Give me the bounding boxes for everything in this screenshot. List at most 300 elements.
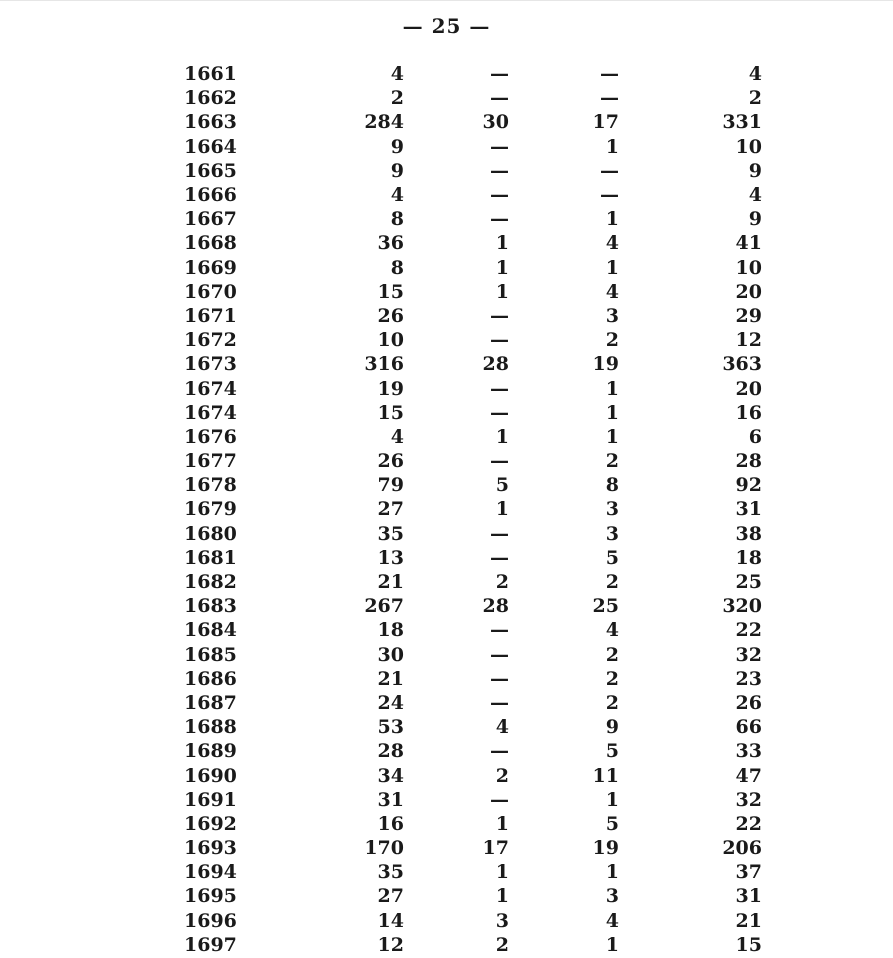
value-a-cell [274, 110, 404, 134]
total-text: 4 [748, 184, 762, 207]
value-a-cell [274, 304, 404, 328]
value-a-text: 79 [377, 474, 404, 497]
value-a-text: 14 [377, 909, 404, 932]
value-b-text: 2 [495, 933, 509, 956]
table-row [160, 933, 764, 957]
year-cell [160, 183, 274, 207]
page-number: — 25 — [402, 14, 491, 38]
value-b-cell [394, 860, 509, 884]
table-row [160, 497, 764, 521]
value-c-cell [504, 667, 624, 691]
year-cell [160, 788, 274, 812]
value-a-text: 15 [377, 401, 404, 424]
value-c-cell [504, 570, 624, 594]
value-a-cell [274, 763, 404, 787]
total-cell [624, 401, 764, 425]
year-cell [160, 207, 274, 231]
value-c-cell [504, 933, 624, 957]
year-text: 1687 [184, 691, 237, 714]
year-text: 1681 [184, 546, 237, 569]
value-b-text: 1 [495, 812, 509, 835]
value-b-cell [394, 739, 509, 763]
value-a-text: 19 [377, 377, 404, 400]
value-a-text: 170 [364, 837, 404, 860]
value-a-text: 36 [377, 232, 404, 255]
table-row [160, 231, 764, 255]
value-b-cell [394, 304, 509, 328]
value-b-text: 3 [495, 909, 509, 932]
value-a-text: 16 [377, 812, 404, 835]
total-cell [624, 159, 764, 183]
value-c-cell [504, 909, 624, 933]
value-b-cell [394, 231, 509, 255]
value-c-cell [504, 376, 624, 400]
value-c-cell [504, 788, 624, 812]
value-c-cell [504, 473, 624, 497]
year-cell [160, 836, 274, 860]
total-text: 31 [735, 498, 762, 521]
year-cell [160, 62, 274, 86]
year-cell [160, 280, 274, 304]
table-row [160, 376, 764, 400]
table-row [160, 86, 764, 110]
total-cell [624, 836, 764, 860]
value-a-cell [274, 449, 404, 473]
total-cell [624, 546, 764, 570]
value-b-cell [394, 691, 509, 715]
total-text: 47 [735, 764, 762, 787]
value-b-text: — [490, 184, 509, 207]
value-c-text: 5 [605, 546, 619, 569]
value-a-text: 9 [390, 159, 404, 182]
value-a-cell [274, 788, 404, 812]
value-c-text: 2 [605, 667, 619, 690]
value-b-text: — [490, 667, 509, 690]
value-b-text: — [490, 401, 509, 424]
total-text: 33 [735, 740, 762, 763]
year-cell [160, 401, 274, 425]
value-b-text: 1 [495, 232, 509, 255]
table-row [160, 860, 764, 884]
value-a-text: 35 [377, 522, 404, 545]
year-cell [160, 812, 274, 836]
total-text: 20 [735, 377, 762, 400]
value-a-cell [274, 933, 404, 957]
year-cell [160, 449, 274, 473]
year-cell [160, 497, 274, 521]
value-c-cell [504, 304, 624, 328]
total-cell [624, 183, 764, 207]
value-c-cell [504, 763, 624, 787]
year-text: 1695 [184, 885, 237, 908]
value-a-text: 18 [377, 619, 404, 642]
value-a-cell [274, 860, 404, 884]
year-text: 1692 [184, 812, 237, 835]
value-c-cell [504, 594, 624, 618]
value-a-text: 10 [377, 329, 404, 352]
value-a-cell [274, 909, 404, 933]
year-text: 1665 [184, 159, 237, 182]
table-row [160, 812, 764, 836]
total-text: 32 [735, 788, 762, 811]
value-c-cell [504, 256, 624, 280]
table-row [160, 328, 764, 352]
value-b-cell [394, 86, 509, 110]
value-b-text: — [490, 691, 509, 714]
value-b-cell [394, 207, 509, 231]
value-b-text: 4 [495, 716, 509, 739]
value-b-cell [394, 352, 509, 376]
year-text: 1676 [184, 425, 237, 448]
total-text: 32 [735, 643, 762, 666]
value-a-cell [274, 522, 404, 546]
year-cell [160, 256, 274, 280]
value-b-cell [394, 715, 509, 739]
value-b-cell [394, 788, 509, 812]
table-row [160, 594, 764, 618]
total-text: 26 [735, 691, 762, 714]
value-c-text: 1 [605, 788, 619, 811]
year-text: 1677 [184, 450, 237, 473]
total-text: 66 [735, 716, 762, 739]
total-text: 9 [748, 208, 762, 231]
value-b-text: — [490, 619, 509, 642]
year-text: 1671 [184, 304, 237, 327]
value-b-cell [394, 594, 509, 618]
value-c-text: 1 [605, 208, 619, 231]
total-text: 92 [735, 474, 762, 497]
table-row [160, 667, 764, 691]
total-cell [624, 376, 764, 400]
value-b-cell [394, 909, 509, 933]
value-c-text: 25 [592, 595, 619, 618]
value-c-text: 5 [605, 740, 619, 763]
value-b-text: 28 [482, 595, 509, 618]
year-text: 1685 [184, 643, 237, 666]
table-row [160, 401, 764, 425]
value-a-text: 284 [364, 111, 404, 134]
value-a-text: 24 [377, 691, 404, 714]
value-a-cell [274, 159, 404, 183]
value-b-cell [394, 376, 509, 400]
total-text: 18 [735, 546, 762, 569]
value-a-text: 31 [377, 788, 404, 811]
value-c-text: 4 [605, 232, 619, 255]
value-a-text: 13 [377, 546, 404, 569]
value-b-cell [394, 425, 509, 449]
total-cell [624, 352, 764, 376]
value-a-cell [274, 812, 404, 836]
total-text: 320 [722, 595, 762, 618]
value-a-text: 316 [364, 353, 404, 376]
value-b-cell [394, 812, 509, 836]
value-a-cell [274, 836, 404, 860]
value-a-text: 4 [390, 184, 404, 207]
value-b-cell [394, 836, 509, 860]
total-cell [624, 304, 764, 328]
value-c-cell [504, 183, 624, 207]
value-a-cell [274, 546, 404, 570]
total-text: 25 [735, 571, 762, 594]
total-cell [624, 328, 764, 352]
value-c-cell [504, 62, 624, 86]
value-c-text: 4 [605, 619, 619, 642]
year-cell [160, 909, 274, 933]
year-cell [160, 473, 274, 497]
total-text: 41 [735, 232, 762, 255]
total-cell [624, 135, 764, 159]
table-row [160, 643, 764, 667]
value-b-cell [394, 763, 509, 787]
total-cell [624, 594, 764, 618]
total-cell [624, 256, 764, 280]
year-cell [160, 546, 274, 570]
total-text: 10 [735, 256, 762, 279]
year-text: 1696 [184, 909, 237, 932]
table-row [160, 256, 764, 280]
year-cell [160, 86, 274, 110]
table-row [160, 763, 764, 787]
value-c-cell [504, 836, 624, 860]
total-text: 22 [735, 812, 762, 835]
table-row [160, 836, 764, 860]
year-text: 1668 [184, 232, 237, 255]
table-row [160, 522, 764, 546]
value-b-text: 1 [495, 280, 509, 303]
value-c-text: 3 [605, 885, 619, 908]
value-a-cell [274, 739, 404, 763]
year-cell [160, 763, 274, 787]
total-text: 29 [735, 304, 762, 327]
value-a-text: 4 [390, 63, 404, 86]
value-c-cell [504, 618, 624, 642]
value-b-cell [394, 933, 509, 957]
value-a-text: 21 [377, 571, 404, 594]
total-text: 4 [748, 63, 762, 86]
value-b-cell [394, 135, 509, 159]
value-c-text: 17 [592, 111, 619, 134]
value-c-cell [504, 715, 624, 739]
year-cell [160, 135, 274, 159]
table-row [160, 739, 764, 763]
year-text: 1694 [184, 861, 237, 884]
value-b-text: 1 [495, 256, 509, 279]
year-text: 1664 [184, 135, 237, 158]
year-cell [160, 860, 274, 884]
year-text: 1674 [184, 377, 237, 400]
total-cell [624, 86, 764, 110]
value-a-text: 12 [377, 933, 404, 956]
year-text: 1697 [184, 933, 237, 956]
year-text: 1663 [184, 111, 237, 134]
year-text: 1670 [184, 280, 237, 303]
table-row [160, 207, 764, 231]
value-b-cell [394, 546, 509, 570]
total-text: 9 [748, 159, 762, 182]
total-cell [624, 643, 764, 667]
total-text: 331 [722, 111, 762, 134]
value-c-text: 1 [605, 861, 619, 884]
total-cell [624, 763, 764, 787]
year-cell [160, 376, 274, 400]
value-c-text: 2 [605, 691, 619, 714]
table-row [160, 425, 764, 449]
value-b-cell [394, 159, 509, 183]
value-a-cell [274, 86, 404, 110]
table-body [160, 62, 764, 957]
year-text: 1689 [184, 740, 237, 763]
year-cell [160, 667, 274, 691]
value-a-cell [274, 207, 404, 231]
year-cell [160, 231, 274, 255]
year-text: 1691 [184, 788, 237, 811]
value-a-cell [274, 328, 404, 352]
value-b-text: — [490, 643, 509, 666]
value-a-cell [274, 401, 404, 425]
value-c-text: 1 [605, 135, 619, 158]
value-c-text: 11 [592, 764, 619, 787]
table-row [160, 304, 764, 328]
value-b-text: — [490, 377, 509, 400]
value-b-cell [394, 328, 509, 352]
value-b-text: — [490, 450, 509, 473]
year-cell [160, 570, 274, 594]
value-a-cell [274, 715, 404, 739]
total-cell [624, 860, 764, 884]
total-cell [624, 739, 764, 763]
value-c-cell [504, 135, 624, 159]
value-b-text: 17 [482, 837, 509, 860]
year-cell [160, 618, 274, 642]
value-a-cell [274, 280, 404, 304]
value-c-cell [504, 401, 624, 425]
year-text: 1669 [184, 256, 237, 279]
value-a-text: 8 [390, 208, 404, 231]
total-cell [624, 473, 764, 497]
total-text: 6 [748, 425, 762, 448]
value-b-cell [394, 618, 509, 642]
total-text: 206 [722, 837, 762, 860]
year-cell [160, 643, 274, 667]
value-a-cell [274, 352, 404, 376]
table-row [160, 618, 764, 642]
value-a-cell [274, 618, 404, 642]
value-a-text: 30 [377, 643, 404, 666]
total-text: 37 [735, 861, 762, 884]
year-cell [160, 304, 274, 328]
total-text: 16 [735, 401, 762, 424]
total-cell [624, 884, 764, 908]
total-cell [624, 933, 764, 957]
value-b-cell [394, 183, 509, 207]
value-b-text: — [490, 135, 509, 158]
total-cell [624, 618, 764, 642]
value-b-text: — [490, 87, 509, 110]
total-cell [624, 691, 764, 715]
value-c-cell [504, 546, 624, 570]
value-b-text: — [490, 329, 509, 352]
value-c-text: 1 [605, 377, 619, 400]
value-a-text: 21 [377, 667, 404, 690]
table-row [160, 62, 764, 86]
total-text: 23 [735, 667, 762, 690]
value-c-cell [504, 425, 624, 449]
value-c-text: 19 [592, 837, 619, 860]
value-b-cell [394, 110, 509, 134]
value-a-cell [274, 62, 404, 86]
value-c-cell [504, 110, 624, 134]
value-b-text: 28 [482, 353, 509, 376]
value-a-text: 8 [390, 256, 404, 279]
value-b-cell [394, 280, 509, 304]
value-a-cell [274, 691, 404, 715]
total-cell [624, 570, 764, 594]
value-c-cell [504, 231, 624, 255]
table-row [160, 280, 764, 304]
value-c-text: 1 [605, 401, 619, 424]
value-a-text: 2 [390, 87, 404, 110]
value-a-cell [274, 884, 404, 908]
value-c-text: 1 [605, 256, 619, 279]
value-a-cell [274, 473, 404, 497]
total-cell [624, 425, 764, 449]
value-c-cell [504, 159, 624, 183]
year-cell [160, 739, 274, 763]
value-c-text: — [600, 159, 619, 182]
year-cell [160, 425, 274, 449]
year-text: 1683 [184, 595, 237, 618]
page-top-edge [0, 0, 893, 1]
year-text: 1661 [184, 63, 237, 86]
value-a-cell [274, 135, 404, 159]
value-c-text: 1 [605, 425, 619, 448]
value-b-text: 2 [495, 764, 509, 787]
value-a-text: 27 [377, 885, 404, 908]
year-text: 1686 [184, 667, 237, 690]
total-text: 363 [722, 353, 762, 376]
year-text: 1679 [184, 498, 237, 521]
value-a-cell [274, 376, 404, 400]
value-b-text: — [490, 788, 509, 811]
total-text: 2 [748, 87, 762, 110]
year-text: 1674 [184, 401, 237, 424]
value-b-cell [394, 473, 509, 497]
total-cell [624, 449, 764, 473]
value-a-cell [274, 183, 404, 207]
total-cell [624, 110, 764, 134]
value-b-text: — [490, 208, 509, 231]
value-c-text: 2 [605, 329, 619, 352]
year-text: 1666 [184, 184, 237, 207]
total-cell [624, 667, 764, 691]
total-cell [624, 207, 764, 231]
value-b-text: 5 [495, 474, 509, 497]
value-b-text: 30 [482, 111, 509, 134]
value-b-text: — [490, 304, 509, 327]
total-cell [624, 812, 764, 836]
year-cell [160, 352, 274, 376]
year-cell [160, 522, 274, 546]
total-cell [624, 715, 764, 739]
total-text: 22 [735, 619, 762, 642]
table-row [160, 570, 764, 594]
value-c-text: 8 [605, 474, 619, 497]
value-a-text: 53 [377, 716, 404, 739]
year-cell [160, 715, 274, 739]
value-b-cell [394, 643, 509, 667]
total-text: 20 [735, 280, 762, 303]
value-c-cell [504, 449, 624, 473]
